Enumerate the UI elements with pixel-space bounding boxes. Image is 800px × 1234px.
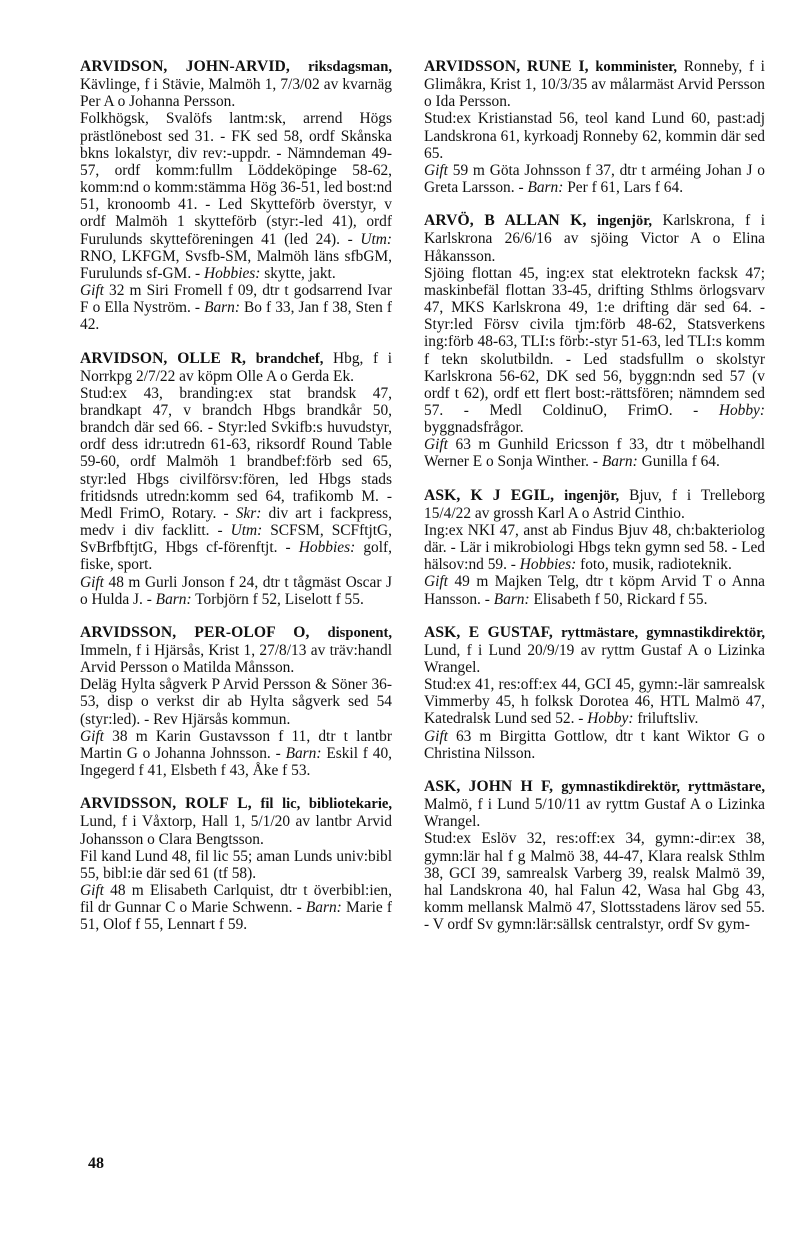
entry-family: Gift 63 m Gunhild Ericsson f 33, dtr t möbelhandl Werner E o Sonja Winther. - Barn: Gunilla f 64. (424, 436, 765, 471)
entry-barn: Eskil f 40, Ingegerd f 41, Elsbeth f 43, Åke f 53. (80, 744, 392, 780)
entry-intro (424, 487, 765, 522)
gift-label: Gift (424, 573, 448, 591)
entry-body: Stud:ex 43, branding:ex stat brandsk 47, brandkapt 47, v brandch Hbgs brandkår 50, brandch där sed 66. - Styr:led Svkifb:s huvudstyr, ordf dess idr:utredn 61-63, riksordf Round Table 59-60, ordf Malmöh 1 brandbef:förb sed 65, styr:led Hbgs civilförsv:fören, led Hbgs stads fritidsnds utredn:komm sed 64, trafikomb M. - Medl FrimO, Rotary. - Skr: div art i fackpress, medv i div facklitt. - Utm: SCFSM, SCFftjtG, SvBrfbftjtG, Hbgs cf-förenftjt. - Hobbies: golf, fiske, sport. (80, 384, 392, 574)
entry-name: ASK, K J EGIL, (424, 486, 555, 504)
entry-intro (80, 624, 392, 676)
entry-intro-text: Kävlinge, f i Stävie, Malmöh 1, 7/3/02 av kvarnäg Per A o Johanna Persson. (80, 76, 392, 111)
entry-title: ingenjör, (564, 487, 620, 504)
entry-ask-john (424, 778, 765, 933)
entry-utm: RNO, LKFGM, Svsfb-SM, Malmöh läns sfbGM, Furulunds sf-GM. (80, 247, 392, 282)
entry-family: Gift 32 m Siri Fromell f 09, dtr t godsarrend Ivar F o Ella Nyström. - Barn: Bo f 33, Jan f 38, Sten f 42. (80, 282, 392, 334)
entry-intro (80, 58, 392, 110)
entry-barn: Marie f 51, Olof f 55, Lennart f 59. (80, 899, 392, 934)
entry-gift: 63 m Gunhild Ericsson f 33, dtr t möbelhandl Werner E o Sonja Winther. (424, 436, 765, 471)
entry-intro (424, 58, 765, 110)
entry-gift: 48 m Gurli Jonson f 24, dtr t tågmäst Oscar J o Hulda J. (80, 573, 392, 608)
entry-career: Stud:ex 41, res:off:ex 44, GCI 45, gymn:-lär samrealsk Vimmerby 45, h folksk Dorotea 46, HTL Malmö 47, Katedralsk Lund sed 52. (424, 676, 765, 728)
entry-intro-text: Karlskrona, f i Karlskrona 26/6/16 av sjöing Victor A o Elina Håkansson. (424, 212, 765, 265)
entry-skr: div art i fackpress, medv i div facklitt. (80, 504, 392, 540)
entry-intro-text: Bjuv, f i Trelleborg 15/4/22 av grossh Karl A o Astrid Cinthio. (424, 486, 765, 522)
entry-name: ARVIDSSON, ROLF L, (80, 795, 252, 813)
entry-name: ASK, E GUSTAF, (424, 623, 553, 641)
entry-intro (80, 350, 392, 385)
entry-intro-text: Ronneby, f i Glimåkra, Krist 1, 10/3/35 av målarmäst Arvid Persson o Ida Persson. (424, 58, 765, 111)
entry-career: Folkhögsk, Svalöfs lantm:sk, arrend Högs prästlönebost sed 31. - FK sed 58, ordf Skånska bkns lokalstyr, div rev:-uppdr. - Nämndeman 49-57, ordf komm:fullm Löddeköpinge 58-62, komm:nd o komm:stämma Hög 36-51, led bost:nd 51, kronoomb 41. - Led Skytteförb överstyr, v ordf Malmöh 1 skytteförb (styr:-led 41), ordf Furulunds skytteföreningen 41 (led 24). (80, 110, 392, 248)
entry-body (424, 830, 765, 933)
entry-gift: 32 m Siri Fromell f 09, dtr t godsarrend Ivar F o Ella Nyström. (80, 282, 392, 317)
gift-label: Gift (80, 573, 104, 591)
entry-barn: Elisabeth f 50, Rickard f 55. (533, 590, 708, 608)
gift-label: Gift (80, 727, 104, 745)
entry-intro-text: Lund, f i Lund 20/9/19 av ryttm Gustaf A o Lizinka Wrangel. (424, 641, 765, 676)
gift-label: Gift (80, 282, 104, 300)
utm-label: Utm: (230, 522, 263, 540)
gift-label: Gift (424, 436, 448, 454)
entry-name: ARVIDSON, JOHN-ARVID, (80, 58, 290, 75)
entry-utm: SCFSM, SCFftjtG, SvBrfbftjtG, Hbgs cf-förenftjt. (80, 522, 392, 557)
entry-body (80, 676, 392, 727)
hobby-label: Hobbies: (519, 556, 577, 574)
entry-barn: Gunilla f 64. (641, 453, 720, 471)
entry-ask-gustaf (424, 624, 765, 762)
entry-title: komminister, (595, 59, 678, 75)
entry-career: Fil kand Lund 48, fil lic 55; aman Lunds univ:bibl 55, bibl:ie där sed 61 (tf 58). (80, 847, 392, 882)
entry-body: Stud:ex 41, res:off:ex 44, GCI 45, gymn:-lär samrealsk Vimmerby 45, h folksk Dorotea 46, HTL Malmö 47, Katedralsk Lund sed 52. - Hobby: friluftsliv. (424, 676, 765, 728)
barn-label: Barn: (601, 453, 638, 471)
entry-arvidsson-rolf (80, 795, 392, 933)
entry-gift: 63 m Birgitta Gottlow, dtr t kant Wiktor G o Christina Nilsson. (424, 727, 765, 762)
page-number: 48 (88, 1155, 104, 1172)
entry-body: Folkhögsk, Svalöfs lantm:sk, arrend Högs prästlönebost sed 31. - FK sed 58, ordf Skånska bkns lokalstyr, div rev:-uppdr. - Nämndeman 49-57, ordf komm:fullm Löddeköpinge 58-62, komm:nd o komm:stämma Hög 36-51, led bost:nd 51, kronoomb 41. - Led Skytteförb överstyr, v ordf Malmöh 1 skytteförb (styr:-led 41), ordf Furulunds skytteföreningen 41 (led 24). - Utm: RNO, LKFGM, Svsfb-SM, Malmöh läns sfbGM, Furulunds sf-GM. - Hobbies: skytte, jakt. (80, 110, 392, 282)
entry-title: riksdagsman, (308, 59, 392, 75)
utm-label: Utm: (360, 230, 392, 248)
entry-intro (424, 624, 765, 676)
entry-title: ingenjör, (596, 213, 652, 230)
entry-body (80, 848, 392, 882)
entry-title: brandchef, (255, 350, 324, 367)
gift-label: Gift (424, 161, 448, 179)
hobby-label: Hobby: (587, 710, 634, 728)
hobby-label: Hobbies: (204, 264, 261, 282)
entry-hobby: foto, musik, radioteknik. (580, 556, 732, 574)
entry-hobby: golf, fiske, sport. (80, 539, 392, 574)
barn-label: Barn: (155, 590, 192, 608)
barn-label: Barn: (285, 744, 322, 762)
entry-barn: Torbjörn f 52, Liselott f 55. (195, 590, 364, 608)
entry-title: fil lic, bibliotekarie, (260, 796, 392, 813)
entry-name: ARVIDSSON, RUNE I, (424, 58, 589, 75)
entry-career: Deläg Hylta sågverk P Arvid Persson & Söner 36-53, disp o verkst dir ab Hylta sågverk sed 54 (styr:led). - Rev Hjärsås kommun. (80, 676, 392, 728)
left-column (80, 58, 392, 950)
entry-intro (80, 795, 392, 847)
entry-gift: 48 m Elisabeth Carlquist, dtr t överbibl:ien, fil dr Gunnar C o Marie Schwenn. (80, 882, 392, 917)
entry-intro-text: Hbg, f i Norrkpg 2/7/22 av köpm Olle A o Gerda Ek. (80, 349, 393, 385)
entry-name: ARVIDSSON, PER-OLOF O, (80, 623, 310, 641)
entry-hobby: byggnadsfrågor. (424, 419, 524, 437)
barn-label: Barn: (204, 299, 240, 317)
entry-career: Sjöing flottan 45, ing:ex stat elektrotekn facksk 47; maskinbefäl flottan 33-45, drifting Sthlms örlogsvarv 47, MKS Karlskrona 49, 1:e drifting där sed 64. - Styr:led Försv civila tjm:förb 48-62, Statsverkens ing:förb 48-63, TLI:s förb:-styr 51-63, led TLI:s komm f tekn skolutbildn. - Led stadsfullm o skolstyr Karlskrona 56-62, DK sed 56, byggn:ndn sed 57 (v ordf t 62), ordf ett flert bost:-rättsfören; nämndem sed 57. - Medl ColdinuO, FrimO. (424, 264, 765, 419)
entry-arvidson-john-arvid (80, 58, 392, 334)
entry-hobby: skytte, jakt. (264, 264, 336, 282)
entry-name: ARVIDSON, OLLE R, (80, 349, 247, 367)
entry-arvidsson-rune (424, 58, 765, 196)
entry-body (424, 110, 765, 161)
barn-label: Barn: (527, 179, 564, 197)
barn-label: Barn: (305, 899, 342, 917)
entry-intro-text: Malmö, f i Lund 5/10/11 av ryttm Gustaf A o Lizinka Wrangel. (424, 796, 765, 831)
entry-intro (424, 212, 765, 264)
entry-family: Gift 48 m Gurli Jonson f 24, dtr t tågmäst Oscar J o Hulda J. - Barn: Torbjörn f 52, Liselott f 55. (80, 573, 392, 608)
entry-gift: 38 m Karin Gustavsson f 11, dtr t lantbr Martin G o Johanna Johnsson. (80, 727, 392, 762)
entry-arvidson-olle (80, 350, 392, 608)
entry-career: Stud:ex 43, branding:ex stat brandsk 47, brandkapt 47, v brandch Hbgs brandkår 50, brandch där sed 66. - Styr:led Svkifb:s huvudstyr, ordf dess idr:utredn 61-63, riksordf Round Table 59-60, ordf Malmöh 1 brandbef:förb sed 65, styr:led Hbgs civilförsv:fören, led Hbgs stads fritidsnds utredn:komm sed 64, trafikomb M. - Medl FrimO, Rotary. (80, 384, 392, 522)
entry-career: Stud:ex Kristianstad 56, teol kand Lund 60, past:adj Landskrona 61, kyrkoadj Ronneby 62, kommin där sed 65. (424, 110, 765, 162)
entry-family: Gift 48 m Elisabeth Carlquist, dtr t överbibl:ien, fil dr Gunnar C o Marie Schwenn. - Barn: Marie f 51, Olof f 55, Lennart f 59. (80, 882, 392, 934)
entry-career: Ing:ex NKI 47, anst ab Findus Bjuv 48, ch:bakteriolog där. - Lär i mikrobiologi Hbgs tekn gymn sed 58. - Led hälsov:nd 59. (424, 521, 765, 574)
barn-label: Barn: (493, 590, 530, 608)
hobby-label: Hobbies: (298, 539, 356, 557)
entry-family (424, 728, 765, 762)
entry-title: disponent, (327, 624, 392, 641)
entry-gift: 59 m Göta Johnsson f 37, dtr t arméing Johan J o Greta Larsson. (424, 161, 765, 197)
entry-gift: 49 m Majken Telg, dtr t köpm Arvid T o Anna Hansson. (424, 573, 765, 608)
entry-intro-text: Lund, f i Våxtorp, Hall 1, 5/1/20 av lantbr Arvid Johansson o Clara Bengtsson. (80, 813, 392, 848)
entry-barn: Per f 61, Lars f 64. (567, 179, 684, 197)
entry-body: Sjöing flottan 45, ing:ex stat elektrotekn facksk 47; maskinbefäl flottan 33-45, drifting Sthlms örlogsvarv 47, MKS Karlskrona 49, 1:e drifting där sed 64. - Styr:led Försv civila tjm:förb 48-62, Statsverkens ing:förb 48-63, TLI:s förb:-styr 51-63, led TLI:s komm f tekn skolutbildn. - Led stadsfullm o skolstyr Karlskrona 56-62, DK sed 56, byggn:ndn sed 57 (v ordf t 62), ordf ett flert bost:-rättsfören; nämndem sed 57. - Medl ColdinuO, FrimO. - Hobby: byggnadsfrågor. (424, 264, 765, 437)
hobby-label: Hobby: (718, 401, 765, 419)
entry-body: Ing:ex NKI 47, anst ab Findus Bjuv 48, ch:bakteriolog där. - Lär i mikrobiologi Hbgs tekn gymn sed 58. - Led hälsov:nd 59. - Hobbies: foto, musik, radioteknik. (424, 521, 765, 574)
entry-ask-egil (424, 487, 765, 608)
entry-title: gymnastikdirektör, ryttmästare, (561, 778, 765, 795)
gift-label: Gift (80, 882, 104, 900)
entry-family: Gift 59 m Göta Johnsson f 37, dtr t arméing Johan J o Greta Larsson. - Barn: Per f 61, Lars f 64. (424, 161, 765, 197)
entry-arvo-allan (424, 212, 765, 470)
entry-family: Gift 38 m Karin Gustavsson f 11, dtr t lantbr Martin G o Johanna Johnsson. - Barn: Eskil f 40, Ingegerd f 41, Elsbeth f 43, Åke f 53. (80, 727, 392, 780)
gift-label: Gift (424, 727, 448, 745)
entry-intro (424, 778, 765, 830)
entry-career: Stud:ex Eslöv 32, res:off:ex 34, gymn:-dir:ex 38, gymn:lär hal f g Malmö 38, 44-47, Klara realsk Sthlm 38, GCI 39, samrealsk Varberg 39, realsk Malmö 39, hal Landskrona 40, hal Falun 42, Wasa hal Gbg 43, komm mellansk Malmö 47, Slottsstadens lärov sed 55. - V ordf Sv gymn:lär:sällsk centralstyr, ordf Sv gym- (424, 830, 765, 934)
entry-barn: Bo f 33, Jan f 38, Sten f 42. (80, 299, 392, 334)
entry-title: ryttmästare, gymnastikdirektör, (561, 624, 765, 641)
entry-name: ASK, JOHN H F, (424, 777, 554, 795)
entry-hobby: friluftsliv. (637, 710, 699, 728)
entry-intro-text: Immeln, f i Hjärsås, Krist 1, 27/8/13 av träv:handl Arvid Persson o Matilda Månsson. (80, 642, 392, 677)
skr-label: Skr: (235, 504, 262, 522)
right-column (424, 58, 765, 949)
entry-arvidsson-per-olof (80, 624, 392, 779)
entry-name: ARVÖ, B ALLAN K, (424, 212, 587, 230)
entry-family: Gift 49 m Majken Telg, dtr t köpm Arvid T o Anna Hansson. - Barn: Elisabeth f 50, Rickard f 55. (424, 573, 765, 608)
